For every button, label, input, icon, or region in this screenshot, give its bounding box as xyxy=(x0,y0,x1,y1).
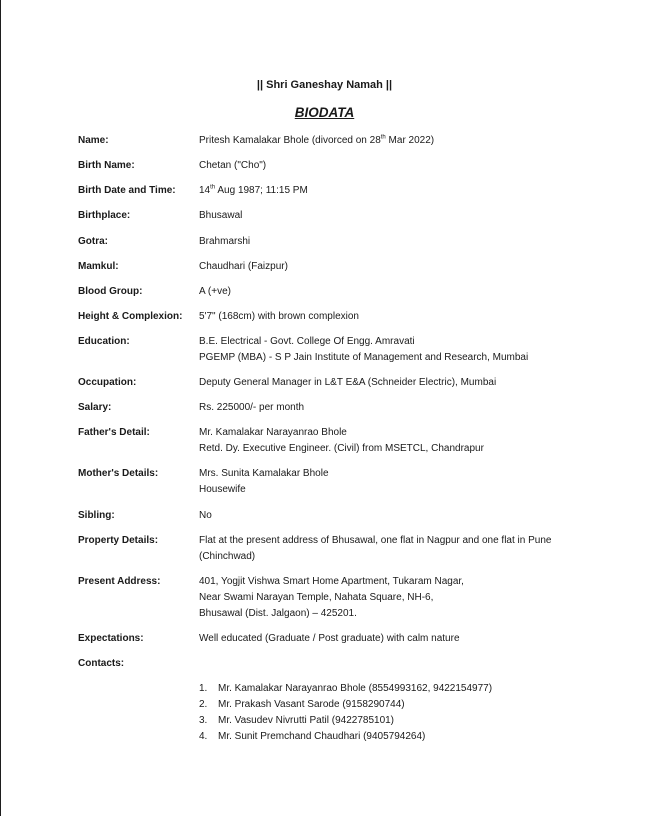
field-label: Father's Detail: xyxy=(78,427,150,438)
list-number: 4. xyxy=(199,731,208,742)
education-line: B.E. Electrical - Govt. College Of Engg. Amravati xyxy=(199,336,415,347)
invocation-heading: || Shri Ganeshay Namah || xyxy=(256,79,393,91)
document-title: BIODATA xyxy=(294,105,355,120)
education-line: PGEMP (MBA) - S P Jain Institute of Management and Research, Mumbai xyxy=(199,352,529,363)
field-label: Present Address: xyxy=(78,576,161,587)
contact-item xyxy=(199,681,492,697)
field-value xyxy=(199,425,579,457)
field-label: Sibling: xyxy=(78,510,115,521)
address-line: Near Swami Narayan Temple, Nahata Square, NH-6, xyxy=(199,592,434,603)
ordinal-suffix: th xyxy=(380,134,386,141)
mother-line: Housewife xyxy=(199,484,246,495)
field-label: Expectations: xyxy=(78,633,144,644)
field-value xyxy=(199,574,579,622)
field-value xyxy=(199,183,579,199)
father-line: Retd. Dy. Executive Engineer. (Civil) from MSETCL, Chandrapur xyxy=(199,443,484,454)
field-value xyxy=(199,466,579,498)
list-number: 3. xyxy=(199,715,208,726)
field-label: Gotra: xyxy=(78,236,108,247)
address-line: 401, Yogjit Vishwa Smart Home Apartment, Tukaram Nagar, xyxy=(199,576,464,587)
mother-line: Mrs. Sunita Kamalakar Bhole xyxy=(199,468,329,479)
contact-text: Mr. Sunit Premchand Chaudhari (9405794264) xyxy=(218,731,426,742)
contacts-list xyxy=(199,681,492,745)
list-number: 1. xyxy=(199,683,208,694)
property-text: Flat at the present address of Bhusawal, one flat in Nagpur and one flat in Pune (Chinchwad) xyxy=(199,535,552,562)
field-label: Education: xyxy=(78,336,130,347)
field-value: Brahmarshi xyxy=(199,236,251,247)
field-value: Chetan ("Cho") xyxy=(199,160,267,171)
field-value: A (+ve) xyxy=(199,286,231,297)
field-value: Well educated (Graduate / Post graduate) with calm nature xyxy=(199,633,460,644)
contact-text: Mr. Vasudev Nivrutti Patil (9422785101) xyxy=(218,715,395,726)
list-number: 2. xyxy=(199,699,208,710)
ordinal-suffix: th xyxy=(210,184,216,191)
field-value xyxy=(199,334,579,366)
field-label: Occupation: xyxy=(78,377,137,388)
contact-item xyxy=(199,729,492,745)
contact-item xyxy=(199,713,492,729)
field-value: Chaudhari (Faizpur) xyxy=(199,261,288,272)
value-text: Aug 1987; 11:15 PM xyxy=(215,185,308,196)
field-label: Property Details: xyxy=(78,535,159,546)
contact-text: Mr. Prakash Vasant Sarode (9158290744) xyxy=(218,699,405,710)
father-line: Mr. Kamalakar Narayanrao Bhole xyxy=(199,427,347,438)
field-label: Birthplace: xyxy=(78,210,131,221)
field-value: Deputy General Manager in L&T E&A (Schneider Electric), Mumbai xyxy=(199,377,497,388)
field-value: No xyxy=(199,510,212,521)
field-label: Mamkul: xyxy=(78,261,119,272)
field-value: 5'7" (168cm) with brown complexion xyxy=(199,311,359,322)
value-text: Mar 2022) xyxy=(385,135,435,146)
value-text: Pritesh Kamalakar Bhole (divorced on 28 xyxy=(199,135,381,146)
field-value: Rs. 225000/- per month xyxy=(199,402,305,413)
value-text: 14 xyxy=(199,185,211,196)
contact-item xyxy=(199,697,492,713)
field-label: Birth Name: xyxy=(78,160,135,171)
field-value xyxy=(199,133,579,149)
field-label: Birth Date and Time: xyxy=(78,185,176,196)
page-left-border xyxy=(0,0,1,816)
field-label: Salary: xyxy=(78,402,112,413)
field-value: Bhusawal xyxy=(199,210,243,221)
field-label: Name: xyxy=(78,135,109,146)
field-label: Mother's Details: xyxy=(78,468,159,479)
address-line: Bhusawal (Dist. Jalgaon) – 425201. xyxy=(199,608,357,619)
contact-text: Mr. Kamalakar Narayanrao Bhole (8554993162, 9422154977) xyxy=(218,683,493,694)
field-label: Contacts: xyxy=(78,658,125,669)
field-value xyxy=(199,533,579,565)
field-label: Blood Group: xyxy=(78,286,143,297)
field-label: Height & Complexion: xyxy=(78,311,183,322)
